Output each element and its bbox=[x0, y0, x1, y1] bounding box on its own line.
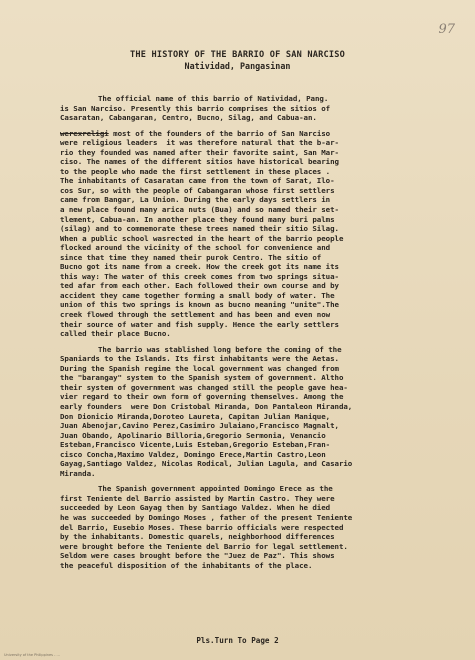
text-line: cisco Concha,Maximo Valdez, Domingo Erece,Martin Castro,Leon bbox=[60, 449, 326, 459]
paragraph-official-name bbox=[60, 94, 432, 123]
page-number: 97 bbox=[438, 22, 455, 37]
text-line bbox=[60, 129, 432, 139]
text-line: their system of government was changed still the people gave hea- bbox=[60, 382, 348, 392]
text-line: Casaratan, Cabangaran, Centro, Bucno, Silag, and Cabua-an. bbox=[60, 113, 317, 123]
text-line: vier regard to their own form of governing themselves. Among the bbox=[60, 392, 344, 402]
paragraph-government bbox=[60, 484, 432, 570]
text-line: first Teniente del Barrio assisted by Martin Castro. They were bbox=[60, 493, 335, 503]
text-line: were religious leaders it was therefore natural that the b-ar- bbox=[60, 138, 339, 148]
document-subtitle: Natividad, Pangasinan bbox=[184, 61, 291, 71]
text-line: to the people who made the first settlement in these places . bbox=[60, 166, 331, 176]
text-line: came from Bangar, La Union. During the early days settlers in bbox=[60, 195, 331, 205]
text-line: Juan Abenojar,Cavino Perez,Casimiro Julaiano,Francisco Magnalt, bbox=[60, 421, 339, 431]
paragraph-sitios-history bbox=[60, 129, 432, 339]
text-line: is San Narciso. Presently this barrio comprises the sitios of bbox=[60, 103, 331, 113]
text-line: the peaceful disposition of the inhabitants of the place. bbox=[60, 560, 313, 570]
text-line: Bucno got its name from a creek. How the creek got its name its bbox=[60, 262, 339, 272]
text-line: Gayag,Santiago Valdez, Nicolas Rodical, Julian Lagula, and Casario bbox=[60, 459, 353, 469]
text-line: During the Spanish regime the local government was changed from bbox=[60, 363, 339, 373]
document-title: THE HISTORY OF THE BARRIO OF SAN NARCISO bbox=[130, 50, 345, 60]
text-line: The barrio was stablished long before the coming of the bbox=[98, 344, 342, 354]
text-line: since that time they named their purok Centro. The sitio of bbox=[60, 252, 322, 262]
text-line: flocked around the vicinity of the school for convenience and bbox=[60, 243, 331, 253]
text-line: Spaniards to the Islands. Its first inhabitants were the Aetas. bbox=[60, 354, 339, 364]
text-line: The Spanish government appointed Domingo Erece as the bbox=[98, 484, 333, 494]
text-line: When a public school wasrected in the heart of the barrio people bbox=[60, 233, 344, 243]
struck-text: werexreligi bbox=[60, 128, 109, 138]
text-line: cos Sur, so with the people of Cabangaran whose first settlers bbox=[60, 185, 335, 195]
text-line: succeeded by Leon Gayag then by Santiago Valdez. When he died bbox=[60, 503, 331, 513]
text-line: accident they came together forming a small body of water. The bbox=[60, 290, 335, 300]
text-line: ciso. The names of the different sitios have historical bearing bbox=[60, 157, 339, 167]
paragraph-founders bbox=[60, 345, 432, 479]
text-line: by the inhabitants. Domestic quarels, neighborhood differences bbox=[60, 532, 335, 542]
text-line: The inhabitants of Casaratan came from the town of Sarat, Ilo- bbox=[60, 176, 335, 186]
text-line: del Barrio, Eusebio Moses. These barrio officials were respected bbox=[60, 522, 344, 532]
text-line: this way: The water of this creek comes from two springs situa- bbox=[60, 271, 339, 281]
text-line: Juan Obando, Apolinario Billoria,Gregorio Sermonia, Venancio bbox=[60, 430, 326, 440]
text-line: Esteban,Francisco Vicente,Luis Esteban,Gregorio Esteban,Fran- bbox=[60, 440, 331, 450]
text-line: Seldom were cases brought before the "Juez de Paz". This shows bbox=[60, 551, 335, 561]
text-line: were brought before the Teniente del Barrio for legal settlement. bbox=[60, 541, 348, 551]
text-line-rest: most of the founders of the barrio of San Narciso bbox=[108, 128, 331, 138]
turn-page-note: Pls.Turn To Page 2 bbox=[196, 636, 279, 645]
text-line: (silag) and to commemorate these trees named their sitio Silag. bbox=[60, 224, 339, 234]
text-line: a new place found many arica nuts (Bua) and so named their set- bbox=[60, 205, 339, 215]
text-line: creek flowed through the settlement and has been and even now bbox=[60, 310, 331, 320]
text-line: union of this two springs is known as bucno meaning "unite".The bbox=[60, 300, 339, 310]
archive-footnote: University of the Philippines - ... bbox=[4, 653, 60, 657]
text-line: The official name of this barrio of Natividad, Pang. bbox=[98, 94, 329, 103]
text-line: tlement, Cabua-an. In another place they found many buri palms bbox=[60, 214, 335, 224]
text-line: early founders were Don Cristobal Miranda, Don Pantaleon Miranda, bbox=[60, 401, 353, 411]
text-line: the "barangay" system to the Spanish system of government. Altho bbox=[60, 373, 344, 383]
document-body bbox=[60, 94, 432, 576]
text-line: rio they founded was named after their favorite saint, San Mar- bbox=[60, 147, 339, 157]
text-line: Don Dionicio Miranda,Doroteo Laureta, Capitan Julian Manique, bbox=[60, 411, 331, 421]
text-line: ted afar from each other. Each followed their own course and by bbox=[60, 281, 339, 291]
text-line: Miranda. bbox=[60, 468, 96, 478]
text-line: their source of water and fish supply. Hence the early settlers bbox=[60, 319, 339, 329]
text-line: called their place Bucno. bbox=[60, 329, 171, 339]
text-line: he was succeeded by Domingo Moses , father of the present Teniente bbox=[60, 512, 353, 522]
